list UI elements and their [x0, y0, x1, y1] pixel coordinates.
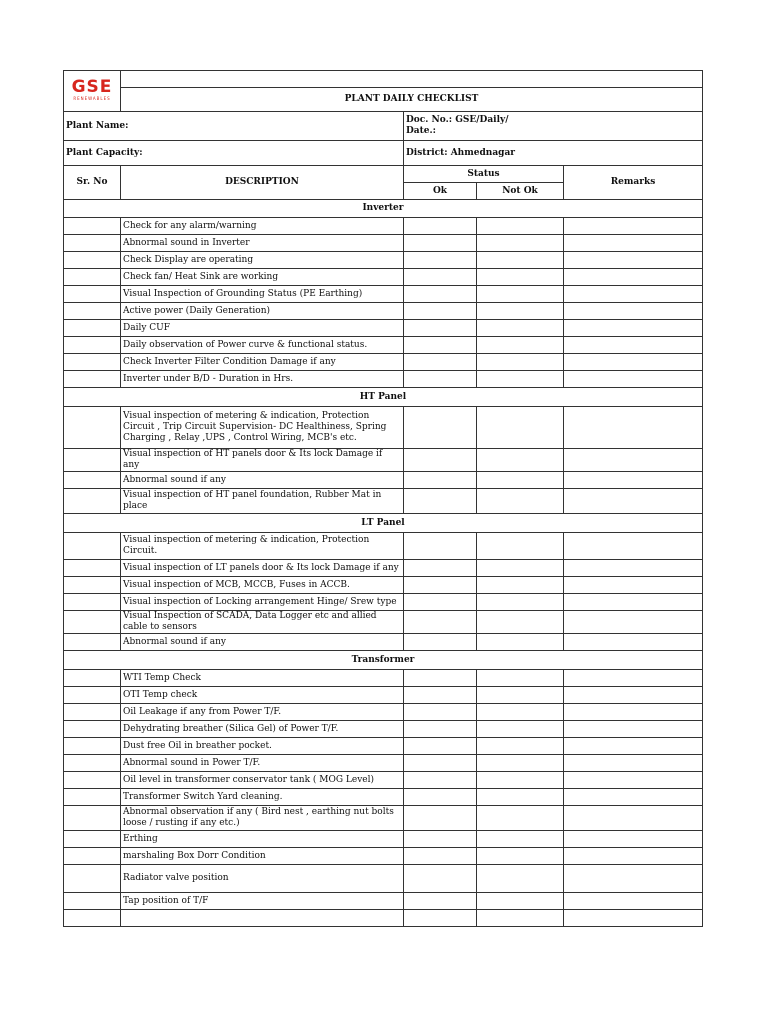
ok-cell[interactable] [404, 449, 477, 472]
checklist-row [64, 634, 703, 651]
ok-cell[interactable] [404, 472, 477, 489]
description-cell: Active power (Daily Generation) [121, 303, 404, 320]
not-ok-cell[interactable] [477, 354, 564, 371]
not-ok-cell[interactable] [477, 371, 564, 388]
remarks-cell[interactable] [564, 407, 703, 449]
description-cell: Erthing [121, 831, 404, 848]
checklist-table [63, 70, 703, 927]
not-ok-cell[interactable] [477, 489, 564, 514]
description-cell: OTI Temp check [121, 687, 404, 704]
col-sr-no: Sr. No [64, 166, 121, 200]
remarks-cell[interactable] [564, 449, 703, 472]
not-ok-cell[interactable] [477, 218, 564, 235]
sr-no-cell [64, 577, 121, 594]
sr-no-cell [64, 893, 121, 910]
checklist-row [64, 738, 703, 755]
sr-no-cell [64, 218, 121, 235]
ok-cell[interactable] [404, 235, 477, 252]
remarks-cell[interactable] [564, 320, 703, 337]
ok-cell[interactable] [404, 354, 477, 371]
remarks-cell[interactable] [564, 670, 703, 687]
ok-cell[interactable] [404, 577, 477, 594]
remarks-cell[interactable] [564, 755, 703, 772]
remarks-cell[interactable] [564, 634, 703, 651]
sr-no-cell [64, 354, 121, 371]
remarks-cell[interactable] [564, 789, 703, 806]
description-cell: Oil level in transformer conservator tank ( MOG Level) [121, 772, 404, 789]
remarks-cell[interactable] [564, 489, 703, 514]
section-title: Transformer [64, 651, 703, 670]
description-cell: Abnormal observation if any ( Bird nest , earthing nut bolts loose / rusting if any etc.) [121, 806, 404, 831]
sr-no-cell [64, 286, 121, 303]
not-ok-cell[interactable] [477, 533, 564, 560]
district-label: District: Ahmednagar [404, 141, 703, 166]
ok-cell[interactable] [404, 407, 477, 449]
checklist-row [64, 704, 703, 721]
sr-no-cell [64, 303, 121, 320]
not-ok-cell[interactable] [477, 320, 564, 337]
sr-no-cell [64, 449, 121, 472]
checklist-row [64, 755, 703, 772]
not-ok-cell[interactable] [477, 772, 564, 789]
description-cell: Visual inspection of HT panels door & Its lock Damage if any [121, 449, 404, 472]
description-cell: Visual inspection of Locking arrangement Hinge/ Srew type [121, 594, 404, 611]
not-ok-cell[interactable] [477, 577, 564, 594]
checklist-row [64, 449, 703, 472]
not-ok-cell[interactable] [477, 670, 564, 687]
sr-no-cell [64, 252, 121, 269]
sr-no-cell [64, 337, 121, 354]
description-cell [121, 910, 404, 927]
remarks-cell[interactable] [564, 252, 703, 269]
description-cell: Radiator valve position [121, 865, 404, 893]
not-ok-cell[interactable] [477, 472, 564, 489]
checklist-row [64, 789, 703, 806]
description-cell: Visual inspection of LT panels door & Its lock Damage if any [121, 560, 404, 577]
ok-cell[interactable] [404, 371, 477, 388]
checklist-row [64, 252, 703, 269]
sr-no-cell [64, 269, 121, 286]
ok-cell[interactable] [404, 704, 477, 721]
not-ok-cell[interactable] [477, 303, 564, 320]
description-cell: Transformer Switch Yard cleaning. [121, 789, 404, 806]
not-ok-cell[interactable] [477, 687, 564, 704]
checklist-row [64, 865, 703, 893]
not-ok-cell[interactable] [477, 449, 564, 472]
sr-no-cell [64, 865, 121, 893]
ok-cell[interactable] [404, 303, 477, 320]
ok-cell[interactable] [404, 893, 477, 910]
description-cell: Dehydrating breather (Silica Gel) of Power T/F. [121, 721, 404, 738]
checklist-row [64, 848, 703, 865]
description-cell: Visual inspection of metering & indication, Protection Circuit , Trip Circuit Supervision- DC Healthiness, Spring Charging , Relay ,UPS , Control Wiring, MCB's etc. [121, 407, 404, 449]
remarks-cell[interactable] [564, 594, 703, 611]
not-ok-cell[interactable] [477, 755, 564, 772]
col-not-ok: Not Ok [477, 183, 564, 200]
description-cell: Check fan/ Heat Sink are working [121, 269, 404, 286]
checklist-sheet [63, 70, 702, 927]
ok-cell[interactable] [404, 687, 477, 704]
not-ok-cell[interactable] [477, 831, 564, 848]
plant-name-label: Plant Name: [64, 112, 404, 141]
description-cell: Tap position of T/F [121, 893, 404, 910]
not-ok-cell[interactable] [477, 269, 564, 286]
ok-cell[interactable] [404, 772, 477, 789]
checklist-row [64, 670, 703, 687]
sr-no-cell [64, 848, 121, 865]
checklist-row [64, 303, 703, 320]
remarks-cell[interactable] [564, 848, 703, 865]
description-cell: Dust free Oil in breather pocket. [121, 738, 404, 755]
remarks-cell[interactable] [564, 806, 703, 831]
checklist-row [64, 286, 703, 303]
sr-no-cell [64, 560, 121, 577]
remarks-cell[interactable] [564, 303, 703, 320]
description-cell: Daily CUF [121, 320, 404, 337]
checklist-row [64, 472, 703, 489]
not-ok-cell[interactable] [477, 407, 564, 449]
sr-no-cell [64, 806, 121, 831]
section-header-row [64, 200, 703, 218]
remarks-cell[interactable] [564, 286, 703, 303]
checklist-row [64, 235, 703, 252]
plant-capacity-label: Plant Capacity: [64, 141, 404, 166]
ok-cell[interactable] [404, 806, 477, 831]
checklist-row [64, 269, 703, 286]
checklist-row [64, 560, 703, 577]
section-title: Inverter [64, 200, 703, 218]
checklist-row [64, 772, 703, 789]
remarks-cell[interactable] [564, 611, 703, 634]
description-cell: marshaling Box Dorr Condition [121, 848, 404, 865]
sr-no-cell [64, 371, 121, 388]
doc-no-cell [404, 112, 703, 141]
sr-no-cell [64, 738, 121, 755]
sr-no-cell [64, 611, 121, 634]
not-ok-cell[interactable] [477, 286, 564, 303]
remarks-cell[interactable] [564, 354, 703, 371]
sr-no-cell [64, 320, 121, 337]
description-cell: Abnormal sound if any [121, 472, 404, 489]
remarks-cell[interactable] [564, 831, 703, 848]
ok-cell[interactable] [404, 594, 477, 611]
not-ok-cell[interactable] [477, 910, 564, 927]
sr-no-cell [64, 407, 121, 449]
ok-cell[interactable] [404, 337, 477, 354]
page-title: PLANT DAILY CHECKLIST [121, 88, 703, 112]
checklist-row [64, 806, 703, 831]
not-ok-cell[interactable] [477, 806, 564, 831]
remarks-cell[interactable] [564, 337, 703, 354]
checklist-row [64, 354, 703, 371]
description-cell: Oil Leakage if any from Power T/F. [121, 704, 404, 721]
ok-cell[interactable] [404, 269, 477, 286]
remarks-cell[interactable] [564, 269, 703, 286]
not-ok-cell[interactable] [477, 560, 564, 577]
not-ok-cell[interactable] [477, 634, 564, 651]
remarks-cell[interactable] [564, 371, 703, 388]
ok-cell[interactable] [404, 865, 477, 893]
sr-no-cell [64, 704, 121, 721]
sr-no-cell [64, 721, 121, 738]
not-ok-cell[interactable] [477, 594, 564, 611]
sr-no-cell [64, 472, 121, 489]
ok-cell[interactable] [404, 252, 477, 269]
description-cell: Visual inspection of metering & indication, Protection Circuit. [121, 533, 404, 560]
checklist-row [64, 218, 703, 235]
sr-no-cell [64, 533, 121, 560]
remarks-cell[interactable] [564, 687, 703, 704]
not-ok-cell[interactable] [477, 738, 564, 755]
ok-cell[interactable] [404, 910, 477, 927]
not-ok-cell[interactable] [477, 721, 564, 738]
remarks-cell[interactable] [564, 472, 703, 489]
sr-no-cell [64, 235, 121, 252]
remarks-cell[interactable] [564, 560, 703, 577]
remarks-cell[interactable] [564, 910, 703, 927]
ok-cell[interactable] [404, 721, 477, 738]
ok-cell[interactable] [404, 848, 477, 865]
description-cell: Visual inspection of HT panel foundation, Rubber Mat in place [121, 489, 404, 514]
checklist-row [64, 320, 703, 337]
col-remarks: Remarks [564, 166, 703, 200]
remarks-cell[interactable] [564, 893, 703, 910]
ok-cell[interactable] [404, 789, 477, 806]
description-cell: Abnormal sound if any [121, 634, 404, 651]
description-cell: WTI Temp Check [121, 670, 404, 687]
sr-no-cell [64, 755, 121, 772]
checklist-row [64, 533, 703, 560]
checklist-row [64, 489, 703, 514]
not-ok-cell[interactable] [477, 337, 564, 354]
col-description: DESCRIPTION [121, 166, 404, 200]
checklist-row [64, 371, 703, 388]
ok-cell[interactable] [404, 755, 477, 772]
date-label: Date.: [406, 126, 436, 136]
logo-cell [64, 71, 121, 112]
not-ok-cell[interactable] [477, 893, 564, 910]
checklist-row [64, 721, 703, 738]
not-ok-cell[interactable] [477, 235, 564, 252]
ok-cell[interactable] [404, 286, 477, 303]
sr-no-cell [64, 634, 121, 651]
ok-cell[interactable] [404, 831, 477, 848]
not-ok-cell[interactable] [477, 865, 564, 893]
description-cell: Inverter under B/D - Duration in Hrs. [121, 371, 404, 388]
remarks-cell[interactable] [564, 865, 703, 893]
section-header-row [64, 388, 703, 407]
sr-no-cell [64, 831, 121, 848]
not-ok-cell[interactable] [477, 848, 564, 865]
checklist-row [64, 577, 703, 594]
remarks-cell[interactable] [564, 577, 703, 594]
sr-no-cell [64, 772, 121, 789]
checklist-row [64, 910, 703, 927]
sr-no-cell [64, 789, 121, 806]
ok-cell[interactable] [404, 670, 477, 687]
description-cell: Abnormal sound in Inverter [121, 235, 404, 252]
not-ok-cell[interactable] [477, 611, 564, 634]
ok-cell[interactable] [404, 560, 477, 577]
description-cell: Visual inspection of MCB, MCCB, Fuses in ACCB. [121, 577, 404, 594]
sr-no-cell [64, 910, 121, 927]
checklist-row [64, 893, 703, 910]
sr-no-cell [64, 687, 121, 704]
checklist-row [64, 611, 703, 634]
ok-cell[interactable] [404, 218, 477, 235]
col-ok: Ok [404, 183, 477, 200]
ok-cell[interactable] [404, 533, 477, 560]
checklist-row [64, 407, 703, 449]
remarks-cell[interactable] [564, 704, 703, 721]
remarks-cell[interactable] [564, 721, 703, 738]
description-cell: Visual Inspection of SCADA, Data Logger etc and allied cable to sensors [121, 611, 404, 634]
doc-no-label: Doc. No.: GSE/Daily/ [406, 115, 509, 125]
sr-no-cell [64, 670, 121, 687]
remarks-cell[interactable] [564, 533, 703, 560]
checklist-row [64, 831, 703, 848]
col-status: Status [404, 166, 564, 183]
remarks-cell[interactable] [564, 235, 703, 252]
gse-logo: GSE RENEWABLES [71, 76, 113, 101]
description-cell: Check for any alarm/warning [121, 218, 404, 235]
description-cell: Daily observation of Power curve & functional status. [121, 337, 404, 354]
not-ok-cell[interactable] [477, 252, 564, 269]
header-blank-cell [121, 71, 703, 88]
remarks-cell[interactable] [564, 738, 703, 755]
section-title: LT Panel [64, 514, 703, 533]
remarks-cell[interactable] [564, 218, 703, 235]
ok-cell[interactable] [404, 634, 477, 651]
remarks-cell[interactable] [564, 772, 703, 789]
checklist-row [64, 337, 703, 354]
description-cell: Abnormal sound in Power T/F. [121, 755, 404, 772]
not-ok-cell[interactable] [477, 704, 564, 721]
sr-no-cell [64, 489, 121, 514]
checklist-row [64, 687, 703, 704]
description-cell: Check Display are operating [121, 252, 404, 269]
ok-cell[interactable] [404, 320, 477, 337]
section-header-row [64, 651, 703, 670]
description-cell: Check Inverter Filter Condition Damage if any [121, 354, 404, 371]
description-cell: Visual Inspection of Grounding Status (PE Earthing) [121, 286, 404, 303]
ok-cell[interactable] [404, 738, 477, 755]
checklist-row [64, 594, 703, 611]
sr-no-cell [64, 594, 121, 611]
section-title: HT Panel [64, 388, 703, 407]
section-header-row [64, 514, 703, 533]
ok-cell[interactable] [404, 611, 477, 634]
not-ok-cell[interactable] [477, 789, 564, 806]
ok-cell[interactable] [404, 489, 477, 514]
